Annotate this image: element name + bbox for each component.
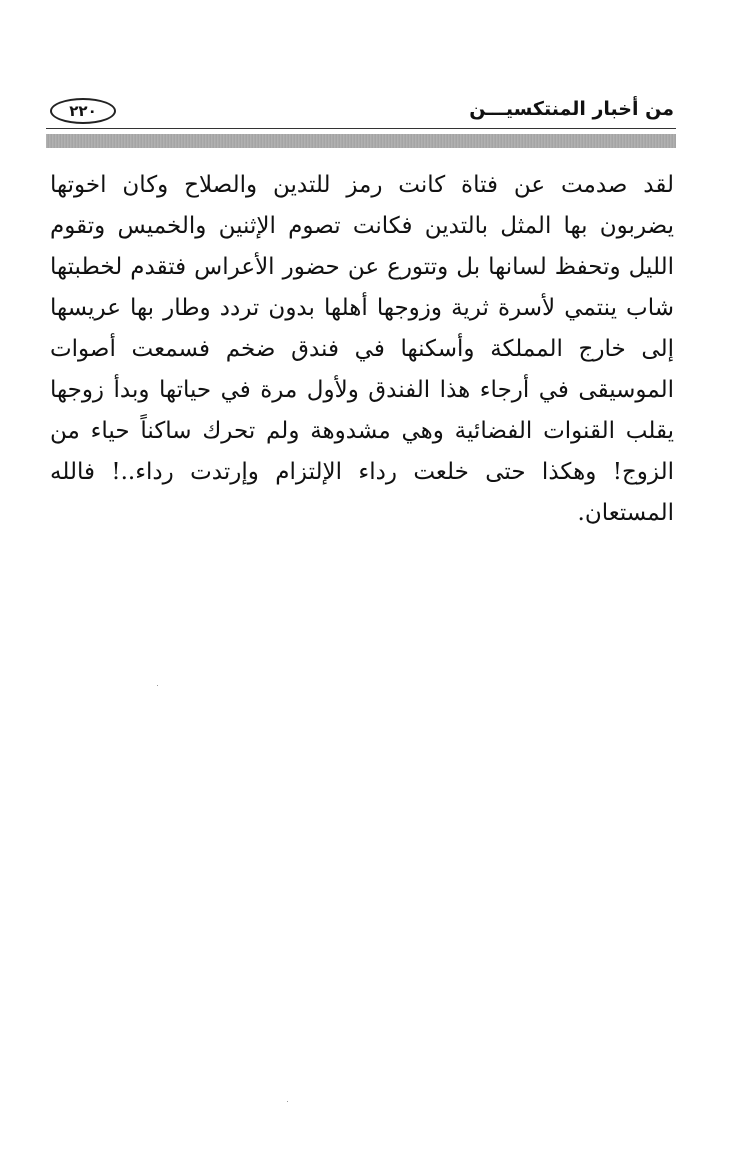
page-number-badge: ٢٢٠ [50,98,116,124]
scan-speck [157,685,158,686]
text-line: يضربون بها المثل بالتدين فكانت تصوم الإثنين والخميس وتقوم [50,213,674,239]
header-rule-band [46,134,676,148]
text-line: شاب ينتمي لأسرة ثرية وزوجها أهلها بدون تردد وطار بها عريسها [50,295,674,321]
text-line: يقلب القنوات الفضائية وهي مشدوهة ولم تحرك ساكناً حياء من [50,418,674,444]
text-line: المستعان. [577,500,674,526]
running-title: من أخبار المنتكسيـــن [469,98,674,120]
scan-speck [287,1101,288,1102]
text-line: الزوج! وهكذا حتى خلعت رداء الإلتزام وإرتدت رداء..! فالله [50,459,674,485]
header-rule-line [46,128,676,129]
text-line: إلى خارج المملكة وأسكنها في فندق ضخم فسمعت أصوات [50,336,674,362]
text-line: لقد صدمت عن فتاة كانت رمز للتدين والصلاح وكان اخوتها [50,172,675,198]
text-line: الليل وتحفظ لسانها بل وتتورع عن حضور الأعراس فتقدم لخطبتها [50,254,674,280]
text-line: الموسيقى في أرجاء هذا الفندق ولأول مرة في حياتها وبدأ زوجها [50,377,674,403]
page-header [46,92,676,128]
body-paragraph [50,165,674,534]
